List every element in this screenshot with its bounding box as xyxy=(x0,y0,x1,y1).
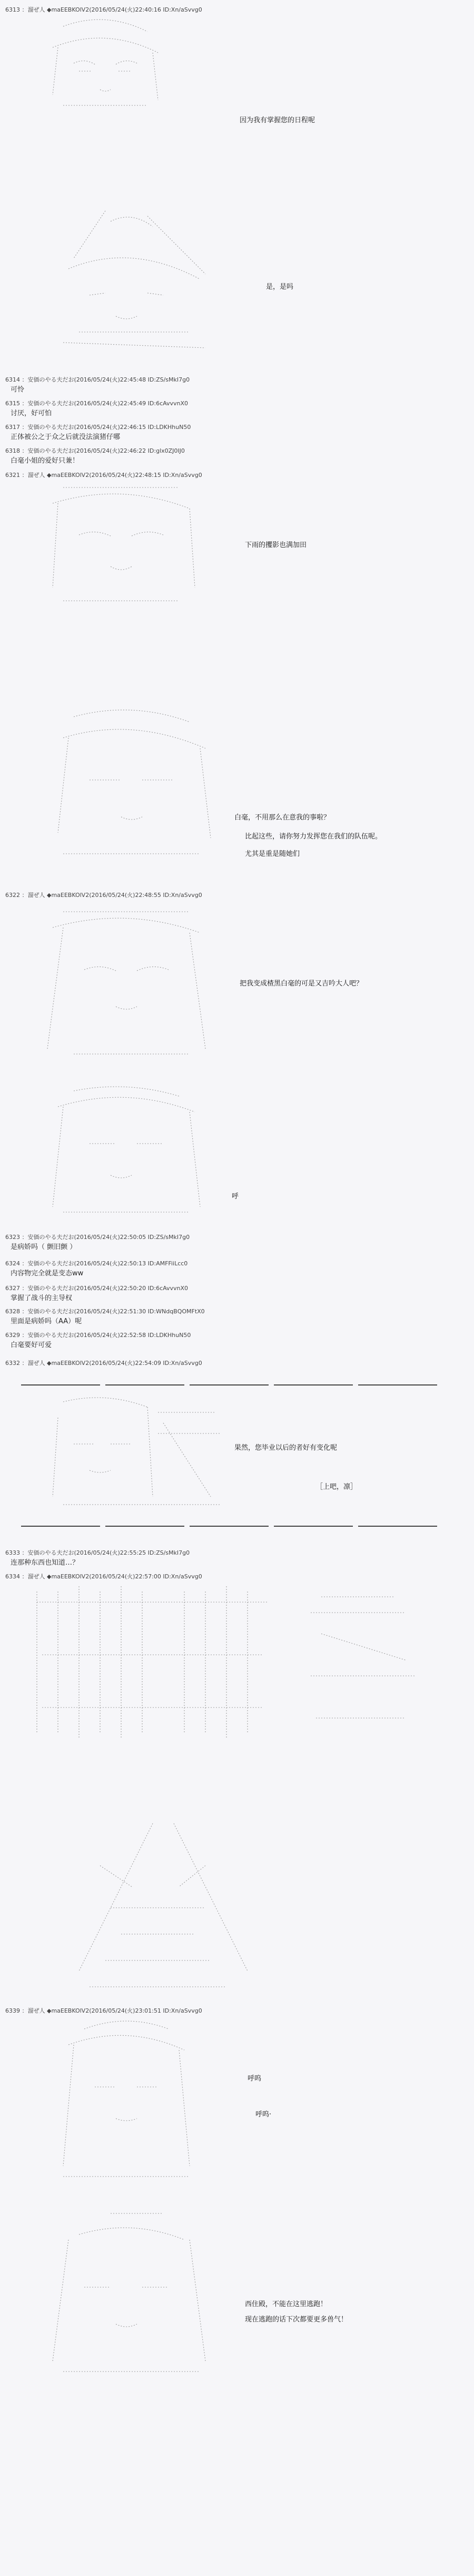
post-header: 6332 ：溜ぜ人 ◆maEEBKOlV2(2016/05/24(火)22:54:09 ID:Xn/aSvvg0 xyxy=(5,1360,202,1367)
divider xyxy=(358,1526,437,1527)
speech-line: 因为我有掌握您的日程呢 xyxy=(240,116,315,124)
post-body: 是病娇吗（ 颤旧颤 ） xyxy=(11,1243,77,1251)
post-body: 正体被公之于众之后就没法演猪仔哪 xyxy=(11,433,121,441)
post-header: 6334 ：溜ぜ人 ◆maEEBKOlV2(2016/05/24(火)22:57:00 ID:Xn/aSvvg0 xyxy=(5,1573,202,1580)
ascii-art-girl-close-eyes xyxy=(32,706,232,864)
post-header: 6327 ：安価のやる夫だお(2016/05/24(火)22:50:20 ID:6cAvvvnX0 xyxy=(5,1285,189,1292)
post-header: 6339 ：溜ぜ人 ◆maEEBKOlV2(2016/05/24(火)23:01:51 ID:Xn/aSvvg0 xyxy=(5,2007,202,2014)
post-header: 6329 ：安価のやる夫だお(2016/05/24(火)22:52:58 ID:LDKHhuN50 xyxy=(5,1332,191,1339)
post-header: 6328 ：安価のやる夫だお(2016/05/24(火)22:51:30 ID:WNdqBQOMFtX0 xyxy=(5,1308,205,1315)
post-header: 6313 ：溜ぜ人 ◆maEEBKOlV2(2016/05/24(火)22:40:16 ID:Xn/aSvvg0 xyxy=(5,6,202,13)
ascii-art-girl-hair-wide xyxy=(32,901,221,1059)
ascii-art-girl-breath xyxy=(32,1086,221,1217)
speech-line: 把我变成楂黑白毫的可是又吉吟大人吧？ xyxy=(240,980,363,988)
post-body: 白毫要好可爱 xyxy=(11,1341,52,1349)
speech-line: 呼 xyxy=(232,1193,239,1201)
post-header: 6324 ：安価のやる夫だお(2016/05/24(火)22:50:13 ID:AMFFiiLcc0 xyxy=(5,1260,188,1267)
post-header: 6321 ：溜ぜ人 ◆maEEBKOlV2(2016/05/24(火)22:48:15 ID:Xn/aSvvg0 xyxy=(5,472,202,479)
post-body: 讨厌，好可怕 xyxy=(11,409,52,417)
post-body: 掌握了战斗的主导权 xyxy=(11,1294,73,1302)
ascii-art-girl-short-hair xyxy=(32,2208,232,2382)
speech-line: 比起这些，请你努力发挥您在我们的队伍呢。 xyxy=(245,833,382,841)
post-header: 6315 ：安価のやる夫だお(2016/05/24(火)22:45:49 ID:6cAvvvnX0 xyxy=(5,400,189,407)
ascii-art-girl-smile xyxy=(32,482,211,609)
post-header: 6317 ：安価のやる夫だお(2016/05/24(火)22:46:15 ID:LDKHhuN50 xyxy=(5,424,191,431)
speech-line: 现在逃跑的话下次都要更多兽气！ xyxy=(245,2316,348,2324)
speech-line: 下雨的攫影也满加田 xyxy=(245,541,307,549)
divider xyxy=(105,1526,184,1527)
ascii-art-girl-with-boy xyxy=(42,1391,232,1518)
divider xyxy=(105,1384,184,1385)
divider xyxy=(274,1384,353,1385)
post-body: 可怜 xyxy=(11,386,25,394)
post-header: 6318 ：安価のやる夫だお(2016/05/24(火)22:46:22 ID:glx0ZJ0IJ0 xyxy=(5,447,185,454)
ascii-art-crowd xyxy=(26,1581,437,1750)
divider xyxy=(190,1384,269,1385)
speech-line: 呼呜 xyxy=(248,2075,262,2083)
divider xyxy=(358,1384,437,1385)
ascii-art-figure-dark xyxy=(47,1813,263,1997)
post-header: 6333 ：安価のやる夫だお(2016/05/24(火)22:55:25 ID:ZS/sMkI7g0 xyxy=(5,1549,190,1556)
post-header: 6314 ：安価のやる夫だお(2016/05/24(火)22:45:48 ID:ZS/sMkI7g0 xyxy=(5,376,190,383)
divider xyxy=(190,1526,269,1527)
speech-line: 白毫，不用那么在意我的事啦？ xyxy=(234,814,331,822)
speech-line: 呼呜· xyxy=(255,2111,272,2119)
post-body: 内容物完全就是变态ww xyxy=(11,1270,84,1277)
ascii-art-girl-face xyxy=(32,16,179,111)
ascii-art-girl-surprised xyxy=(32,200,232,353)
post-body: 白毫小姐的爱好只兼！ xyxy=(11,457,80,465)
post-body: 连那种东西也知道…？ xyxy=(11,1559,80,1567)
speech-line: 果然，您毕业以后的者好有变化呢 xyxy=(234,1444,338,1452)
speech-line: 尤其是重是随她们 xyxy=(245,850,300,858)
speech-line: ［上吧，凛］ xyxy=(316,1483,358,1491)
divider xyxy=(21,1384,100,1385)
speech-line: 西住殿，不能在这里逃跑！ xyxy=(245,2300,328,2308)
ascii-art-girl-dark-hair xyxy=(42,2018,211,2182)
post-header: 6322 ：溜ぜ人 ◆maEEBKOlV2(2016/05/24(火)22:48:55 ID:Xn/aSvvg0 xyxy=(5,892,202,899)
divider xyxy=(21,1526,100,1527)
speech-line: 是，是吗 xyxy=(266,283,294,291)
post-body: 里面是病娇吗（AA）呢 xyxy=(11,1318,82,1325)
post-header: 6323 ：安価のやる夫だお(2016/05/24(火)22:50:05 ID:ZS/sMkI7g0 xyxy=(5,1234,190,1241)
divider xyxy=(274,1526,353,1527)
